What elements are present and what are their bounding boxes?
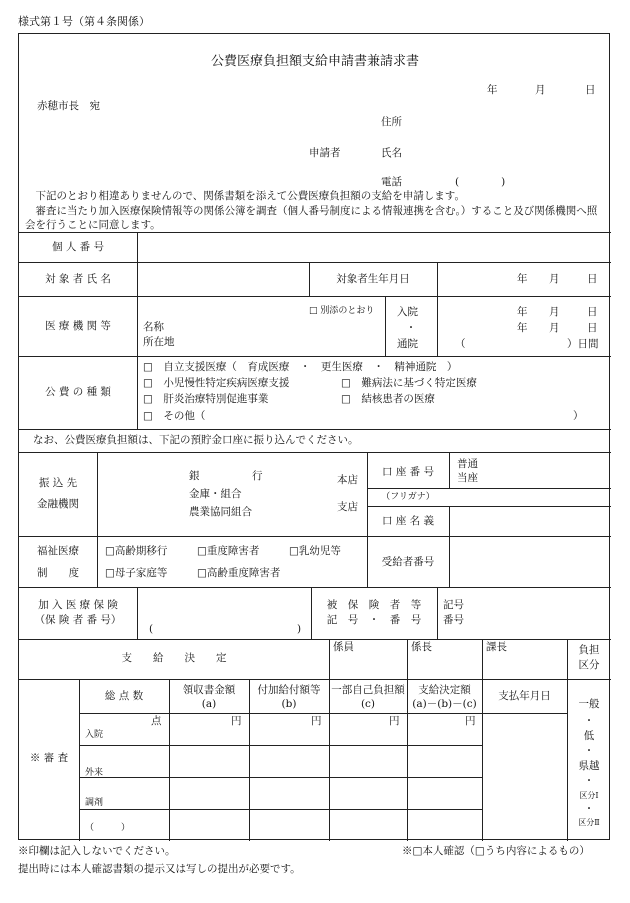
review-row-pharmacy: 調剤: [85, 798, 104, 808]
transfer-note: なお、公費医療負担額は、下記の預貯金口座に振り込んでください。: [33, 434, 359, 446]
admission-separator: ・: [405, 322, 417, 334]
category-dot-1: ・: [583, 715, 595, 727]
expense-option-pediatric[interactable]: □ 小児慢性特定疾病医療支援: [143, 377, 290, 389]
recipient-number-label: 受給者番号: [381, 556, 435, 568]
welfare-label-2: 制 度: [37, 567, 79, 579]
expense-other-close: ）: [573, 410, 584, 422]
insurance-label-1: 加 入 医 療 保 険: [38, 599, 118, 611]
admission-from-month: 月: [549, 306, 560, 318]
application-form: [18, 33, 610, 840]
furigana-label: （フリガナ）: [381, 492, 435, 502]
admission-from-day: 日: [587, 306, 598, 318]
burden-label-2: 区分: [578, 659, 600, 671]
account-type-touza[interactable]: 当座: [457, 472, 478, 484]
bank-label-1: 振 込 先: [38, 477, 78, 489]
institution-address-label: 所在地: [143, 336, 175, 348]
declaration-line2: 審査に当たり加入医療保険情報等の関係公簿を調査（個人番号制度による情報連携を含む。）すること及び関係機関へ照会を行うことに同意します。: [25, 205, 598, 232]
clerk-label: 係員: [333, 641, 354, 653]
category-dot-3: ・: [583, 775, 595, 787]
copay-header: 一部自己負担額: [331, 684, 405, 696]
addressee: 赤穂市長 宛: [37, 100, 100, 112]
outpatient-label: 通院: [397, 338, 418, 350]
date-month-label: 月: [535, 84, 546, 96]
dob-year-label: 年: [517, 273, 528, 285]
additional-yen: 円: [311, 715, 322, 727]
category-exceed: 県越: [578, 760, 600, 772]
review-label: ※ 審 査: [29, 752, 69, 764]
category-dot-4: ・: [583, 803, 595, 815]
decided-header: 支給決定額: [418, 684, 471, 696]
category-general: 一般: [578, 698, 600, 710]
personal-number-label: 個 人 番 号: [51, 241, 104, 253]
category-dot-2: ・: [583, 745, 595, 757]
category-low: 低: [583, 730, 595, 742]
form-title: 公費医療負担額支給申請書兼請求書: [210, 54, 419, 69]
admission-to-year: 年: [517, 322, 528, 334]
decided-sub: (a)－(b)－(c): [412, 698, 477, 710]
form-number: 様式第１号（第４条関係）: [18, 15, 150, 28]
bank-suffix: 銀 行: [189, 470, 263, 482]
review-row-other: （ ）: [85, 823, 131, 833]
decided-yen: 円: [465, 715, 476, 727]
expense-option-tuberculosis[interactable]: □ 結核患者の医療: [341, 393, 435, 405]
institution-name-label: 名称: [143, 321, 164, 333]
welfare-option-severe-disability[interactable]: □重度障害者: [197, 545, 260, 557]
payment-decision-label: 支 給 決 定: [121, 652, 227, 664]
category-kubun-2: 区分Ⅱ: [578, 818, 600, 827]
subject-name-label: 対 象 者 氏 名: [45, 273, 111, 285]
applicant-address-label: 住所: [381, 116, 402, 128]
applicant-label: 申請者: [309, 147, 341, 159]
footer-note-1: ※印欄は記入しないでください。: [18, 845, 176, 857]
separate-sheet-option[interactable]: □ 別添のとおり: [309, 306, 375, 316]
copay-sub: (c): [360, 698, 376, 710]
shinkin-suffix: 金庫・組合: [189, 488, 242, 500]
welfare-label-1: 福祉医療: [37, 545, 79, 557]
applicant-phone-parens: ( ): [455, 176, 506, 188]
insurance-label-2: （保 険 者 番 号）: [34, 614, 122, 626]
branch-label: 支店: [337, 501, 358, 513]
head-office-label: 本店: [337, 474, 358, 486]
account-number-label: 口 座 番 号: [381, 466, 434, 478]
account-type-futsu[interactable]: 普通: [457, 458, 478, 470]
total-points-header: 総 点 数: [104, 690, 144, 702]
dob-month-label: 月: [549, 273, 560, 285]
additional-sub: (b): [281, 698, 297, 710]
expense-option-self-support[interactable]: □ 自立支援医療（ 育成医療 ・ 更生医療 ・ 精神通院 ）: [143, 361, 458, 373]
admission-from-year: 年: [517, 306, 528, 318]
welfare-option-elderly-severe[interactable]: □高齢重度障害者: [197, 567, 281, 579]
days-open-paren: （: [455, 338, 466, 350]
dob-day-label: 日: [587, 273, 598, 285]
expense-option-hepatitis[interactable]: □ 肝炎治療特別促進事業: [143, 393, 269, 405]
receipt-header: 領収書金額: [182, 684, 236, 696]
declaration-line1: 下記のとおり相違ありませんので、関係書類を添えて公費医療負担額の支給を申請します。: [35, 190, 465, 202]
medical-institution-label: 医 療 機 関 等: [45, 320, 111, 332]
expense-option-other[interactable]: □ その他（: [143, 410, 206, 422]
copay-yen: 円: [389, 715, 400, 727]
admission-to-month: 月: [549, 322, 560, 334]
welfare-option-single-mother[interactable]: □母子家庭等: [105, 567, 168, 579]
noukyou-suffix: 農業協同組合: [189, 506, 252, 518]
insured-kigou-label: 記号: [443, 599, 464, 611]
manager-label: 課長: [486, 641, 507, 653]
insurer-paren-close: ): [297, 623, 302, 635]
receipt-sub: (a): [201, 698, 217, 710]
subject-dob-label: 対象者生年月日: [336, 273, 410, 285]
bank-label-2: 金融機関: [37, 498, 79, 510]
expense-option-intractable[interactable]: □ 難病法に基づく特定医療: [341, 377, 477, 389]
footer-note-2: 提出時には本人確認書類の提示又は写しの提出が必要です。: [18, 863, 301, 875]
welfare-option-elderly-transition[interactable]: □高齢期移行: [105, 545, 168, 557]
public-expense-type-label: 公 費 の 種 類: [45, 386, 111, 398]
admission-label: 入院: [397, 306, 418, 318]
insured-label-2: 記 号 ・ 番 号: [326, 614, 422, 626]
date-day-label: 日: [585, 84, 596, 96]
points-unit: 点: [151, 715, 162, 727]
insurer-paren-open: (: [149, 623, 154, 635]
days-label: ）日間: [567, 338, 599, 350]
review-row-inpatient: 入院: [85, 730, 104, 740]
applicant-name-label: 氏名: [381, 147, 402, 159]
pay-date-header: 支払年月日: [498, 690, 551, 702]
admission-to-day: 日: [587, 322, 598, 334]
receipt-yen: 円: [231, 715, 242, 727]
burden-label-1: 負担: [578, 644, 600, 656]
insured-bangou-label: 番号: [443, 614, 464, 626]
account-name-label: 口 座 名 義: [381, 515, 434, 527]
chief-label: 係長: [411, 641, 432, 653]
identity-confirmation: ※□本人確認（□うち内容によるもの）: [402, 845, 590, 857]
review-row-outpatient: 外来: [85, 768, 104, 778]
welfare-option-infant[interactable]: □乳幼児等: [289, 545, 341, 557]
date-year-label: 年: [487, 84, 498, 96]
insured-label-1: 被 保 険 者 等: [326, 599, 422, 611]
additional-header: 付加給付額等: [257, 684, 321, 696]
category-kubun-1: 区分Ⅰ: [579, 791, 599, 800]
applicant-phone-label: 電話: [381, 176, 402, 188]
